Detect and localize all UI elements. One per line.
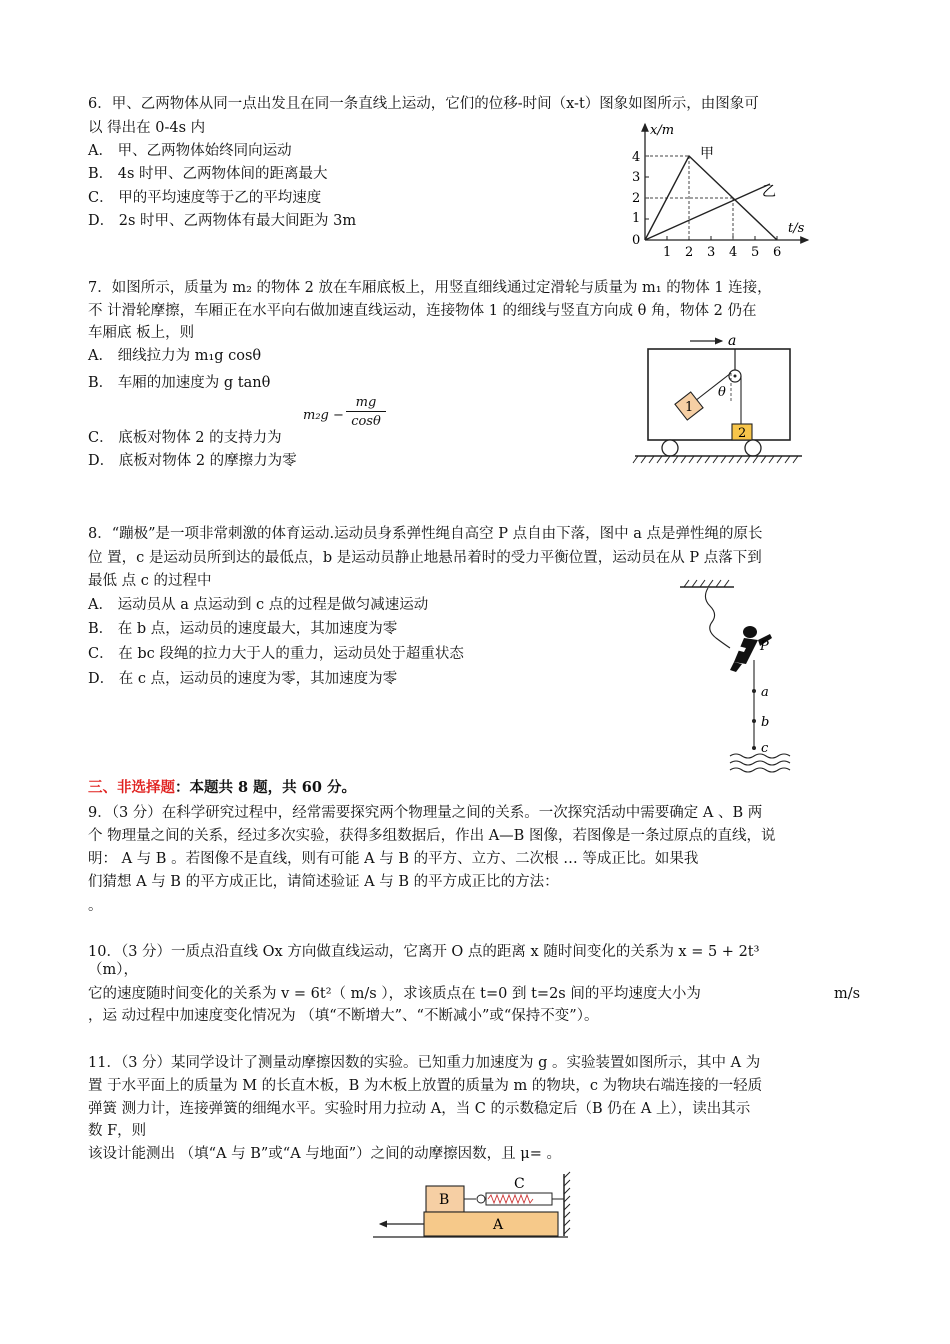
q10-line4: ，运 动过程中加速度变化情况为 （填“不断增大”、“不断减小”或“保持不变”）。 xyxy=(88,1008,599,1024)
q6-option-c: C． 甲的平均速度等于乙的平均速度 xyxy=(88,190,322,206)
q6-ytick: 1 xyxy=(632,211,641,226)
q9-line2: 个 物理量之间的关系，经过多次实验，获得多组数据后，作出 A—B 图像，若图像是一条过原点的直线，说 xyxy=(88,828,776,844)
section3-subtitle: ：本题共 8 题，共 60 分。 xyxy=(175,779,356,796)
q9-line1: 9．（3 分）在科学研究过程中，经常需要探究两个物理量之间的关系。一次探究活动中需要确定 A 、B 两 xyxy=(88,805,763,821)
q8-line2: 位 置，c 是运动员所到达的最低点，b 是运动员静止地悬吊着时的受力平衡位置，运动员在从 P 点落下到 xyxy=(88,550,762,566)
section3-title: 三、非选择题 xyxy=(88,779,175,796)
q8-option-c: C． 在 bc 段绳的拉力大于人的重力，运动员处于超重状态 xyxy=(88,646,464,662)
q8-line1: 8．“蹦极”是一项非常刺激的体育运动.运动员身系弹性绳自高空 P 点自由下落，图中 a 点是弹性绳的原长 xyxy=(88,526,763,542)
q6-x-label: t/s xyxy=(788,221,805,236)
q7-option-b: B． 车厢的加速度为 g tanθ xyxy=(88,375,271,391)
svg-text:B: B xyxy=(439,1192,450,1208)
q6-xtick: 5 xyxy=(751,245,760,260)
q6-y-label: x/m xyxy=(650,123,675,138)
q11-line3: 弹簧 测力计，连接弹簧的细绳水平。实验时用力拉动 A，当 C 的示数稳定后（B 仍在 A 上），读出其示 xyxy=(88,1101,751,1117)
q9-line5: 。 xyxy=(88,898,103,914)
q6-xtick: 4 xyxy=(729,245,738,260)
q6-line-yi xyxy=(645,184,770,240)
q7-option-c: C． 底板对物体 2 的支持力为 xyxy=(88,430,282,446)
q6-ytick: 2 xyxy=(632,191,641,206)
q11-line5: 该设计能测出 （填“A 与 B”或“A 与地面”）之间的动摩擦因数，且 μ= 。 xyxy=(88,1146,561,1162)
q11-spring-scale xyxy=(477,1193,552,1205)
q6-ytick: 0 xyxy=(632,233,641,248)
q6-line2: 以 得出在 0-4s 内 xyxy=(88,120,206,136)
q9-line3: 明： A 与 B 。若图像不是直线，则有可能 A 与 B 的平方、立方、二次根 … 等成正比。如果我 xyxy=(88,851,699,867)
svg-text:1: 1 xyxy=(685,400,694,415)
q11-line2: 置 于水平面上的质量为 M 的长直木板，B 为木板上放置的质量为 m 的物块，c 为物块右端连接的一轻质 xyxy=(88,1078,763,1094)
q8-label-b: b xyxy=(761,715,770,730)
svg-text:A: A xyxy=(493,1217,504,1233)
q6-option-d: D． 2s 时甲、乙两物体有最大间距为 3m xyxy=(88,213,357,229)
q10-line3: 它的速度随时间变化的关系为 v = 6t²（ m/s ），求该质点在 t=0 到 t=2s 间的平均速度大小为 xyxy=(88,986,701,1002)
q6-option-a: A． 甲、乙两物体始终同向运动 xyxy=(88,143,292,159)
q11-line1: 11．（3 分）某同学设计了测量动摩擦因数的实验。已知重力加速度为 g 。实验装置如图所示，其中 A 为 xyxy=(88,1055,761,1071)
q6-ytick: 3 xyxy=(632,170,641,185)
q8-label-p: P xyxy=(760,639,769,654)
q7-formula-denominator: cosθ xyxy=(351,414,381,429)
q7-line2: 不 计滑轮摩擦，车厢正在水平向右做加速直线运动，连接物体 1 的细线与竖直方向成 θ 角，物体 2 仍在 xyxy=(88,303,757,319)
q6-ytick: 4 xyxy=(632,150,641,165)
q6-option-b: B． 4s 时甲、乙两物体间的距离最大 xyxy=(88,166,328,182)
q10-unit: m/s xyxy=(834,986,861,1002)
q6-xtick: 1 xyxy=(663,245,672,260)
q8-option-a: A． 运动员从 a 点运动到 c 点的过程是做匀减速运动 xyxy=(88,597,429,613)
q7-line1: 7．如图所示，质量为 m₂ 的物体 2 放在车厢底板上，用竖直细线通过定滑轮与质量为 m₁ 的物体 1 连接， xyxy=(88,280,772,296)
q10-line2: （m）， xyxy=(88,962,138,978)
q6-line1: 6．甲、乙两物体从同一点出发且在同一条直线上运动，它们的位移-时间（x-t）图象如图所示，由图象可 xyxy=(88,96,759,112)
q8-option-b: B． 在 b 点，运动员的速度最大，其加速度为零 xyxy=(88,621,398,637)
q11-line4: 数 F，则 xyxy=(88,1123,147,1139)
q8-line3: 最低 点 c 的过程中 xyxy=(88,573,212,589)
q6-xtick: 6 xyxy=(773,245,782,260)
section3-heading xyxy=(88,778,356,798)
q7-angle-label: θ xyxy=(718,385,726,400)
q11-board-a xyxy=(424,1212,558,1236)
q7-formula-left: m₂g − xyxy=(303,408,344,423)
svg-text:2: 2 xyxy=(738,426,747,441)
q8-water-icon xyxy=(730,754,790,772)
q8-bungee-figure xyxy=(672,578,787,776)
q6-xtick: 2 xyxy=(685,245,694,260)
q6-label-yi: 乙 xyxy=(762,184,776,200)
q7-line3: 车厢底 板上，则 xyxy=(88,325,195,341)
q6-label-jia: 甲 xyxy=(700,146,714,162)
q7-carriage-figure xyxy=(630,333,805,468)
q9-line4: 们猜想 A 与 B 的平方成正比，请简述验证 A 与 B 的平方成正比的方法： xyxy=(88,874,559,890)
q8-elastic-rope xyxy=(705,588,730,648)
q8-option-d: D． 在 c 点，运动员的速度为零，其加速度为零 xyxy=(88,671,398,687)
q7-accel-label: a xyxy=(728,333,737,349)
q7-option-d: D． 底板对物体 2 的摩擦力为零 xyxy=(88,453,297,469)
q11-apparatus-figure xyxy=(368,1168,578,1248)
q6-xt-graph xyxy=(620,118,820,263)
q6-xtick: 3 xyxy=(707,245,716,260)
q10-line1: 10．（3 分）一质点沿直线 Ox 方向做直线运动，它离开 O 点的距离 x 随时间变化的关系为 x = 5 + 2t³ xyxy=(88,944,760,960)
q7-formula-numerator: mg xyxy=(346,394,386,412)
q7-option-a: A． 细线拉力为 m₁g cosθ xyxy=(88,348,262,364)
q8-label-a: a xyxy=(761,685,769,700)
q8-label-c: c xyxy=(761,741,769,756)
q11-label-c: C xyxy=(514,1176,525,1192)
